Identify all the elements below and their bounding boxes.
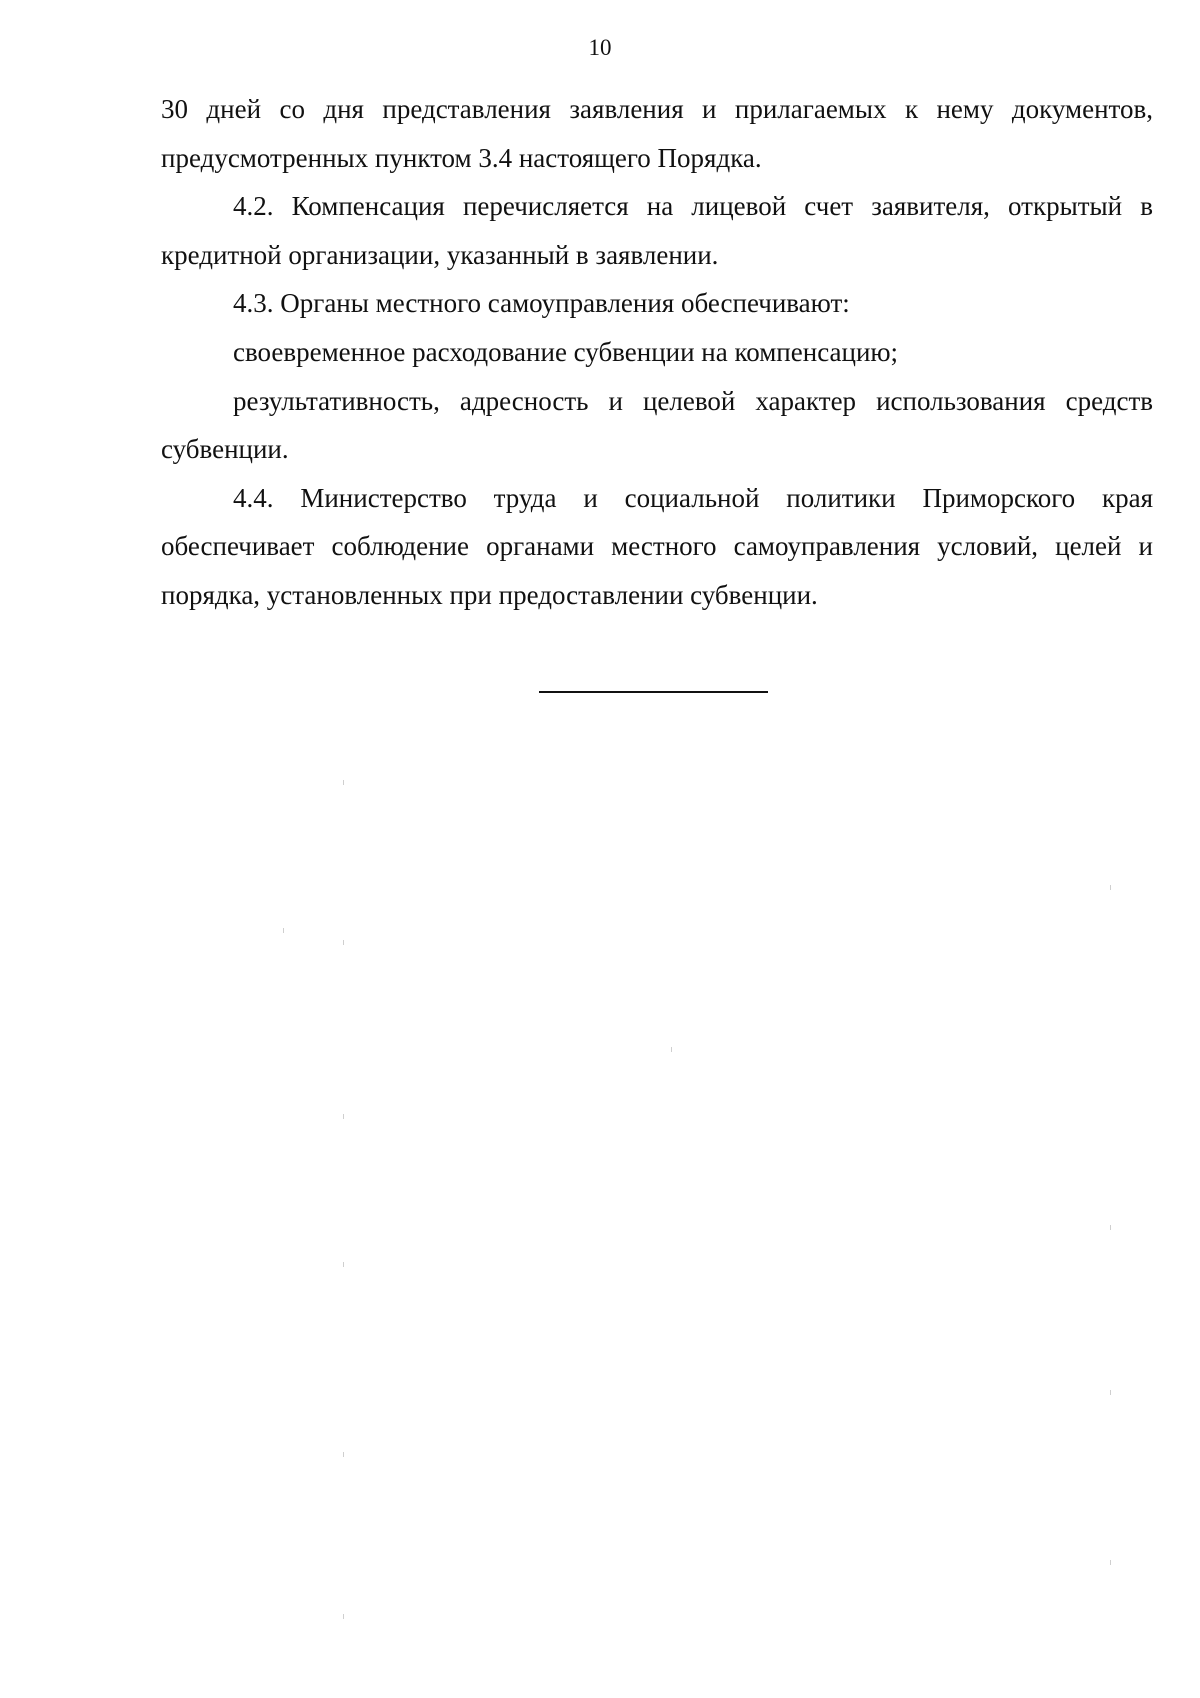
scan-speck: [343, 940, 344, 945]
paragraph-4-4: 4.4. Министерство труда и социальной политики Приморского края обеспечивает соблюдение органами местного самоуправления условий, целей и порядка, установленных при предоставлении субвенции.: [161, 482, 1153, 610]
scan-speck: [283, 928, 284, 933]
end-of-text-rule: [539, 691, 768, 693]
scan-speck: [343, 1114, 344, 1119]
document-body: [161, 85, 1153, 620]
scan-speck: [343, 780, 344, 785]
paragraph-4-2: 4.2. Компенсация перечисляется на лицевой счет заявителя, открытый в кредитной организации, указанный в заявлении.: [161, 191, 1153, 270]
paragraph-4-3: 4.3. Органы местного самоуправления обеспечивают:: [233, 288, 850, 319]
scan-speck: [671, 1047, 672, 1052]
scan-speck: [343, 1262, 344, 1267]
page-number: 10: [588, 35, 612, 60]
scan-speck: [1110, 885, 1111, 890]
scan-speck: [343, 1614, 344, 1619]
paragraph-4-3-item-2: результативность, адресность и целевой характер использования средств субвенции.: [161, 385, 1153, 465]
paragraph-4-3-item-1: своевременное расходование субвенции на компенсацию;: [233, 336, 899, 367]
scan-speck: [1110, 1560, 1111, 1565]
paragraph-continuation: 30 дней со дня представления заявления и прилагаемых к нему документов, предусмотренных пунктом 3.4 настоящего Порядка.: [161, 94, 1153, 173]
scan-speck: [343, 1452, 344, 1457]
scan-speck: [1110, 1225, 1111, 1230]
scan-speck: [1110, 1390, 1111, 1395]
